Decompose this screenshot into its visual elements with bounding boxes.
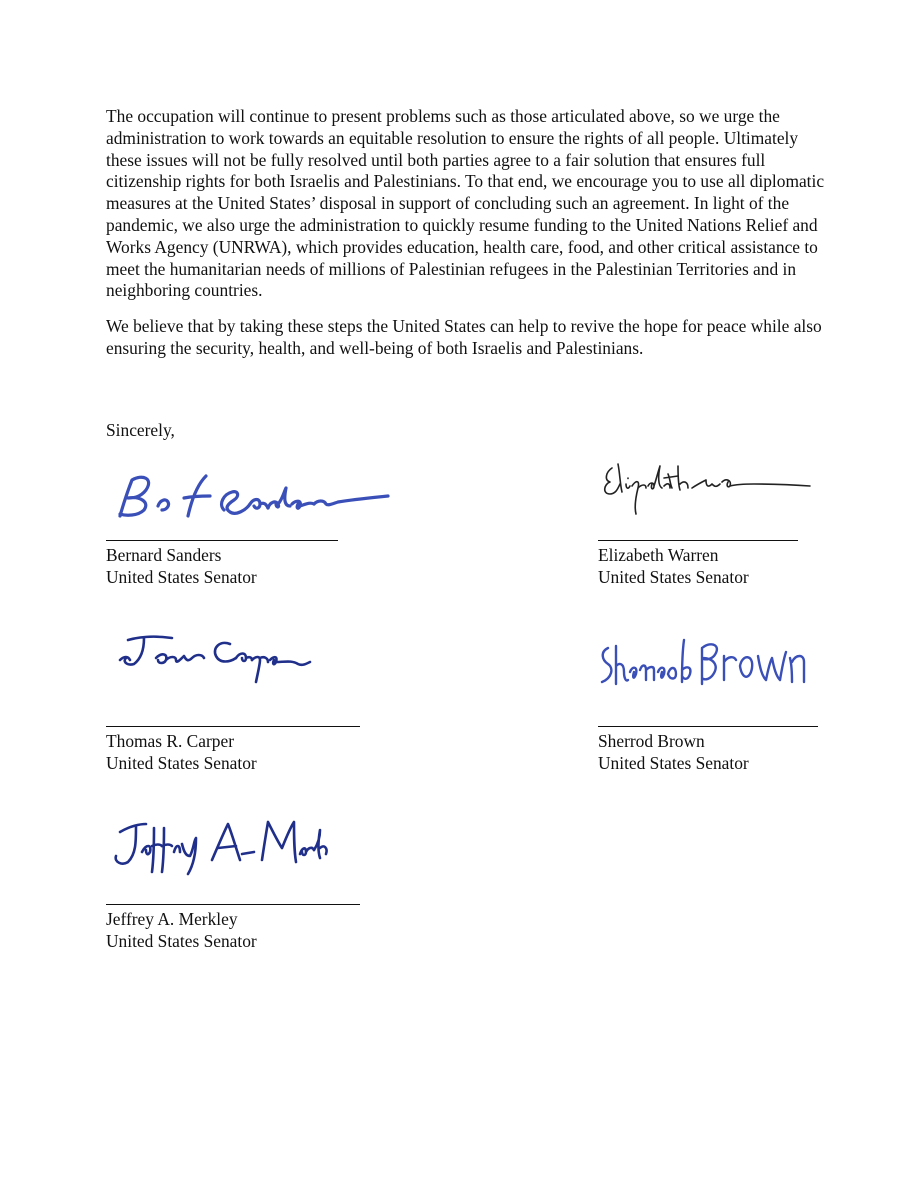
signature-sanders-image: [106, 468, 396, 538]
signature-carper-image: [106, 626, 346, 696]
letter-body: [106, 106, 826, 374]
signature-line: [598, 540, 798, 541]
closing-salutation: Sincerely,: [106, 420, 175, 440]
signature-block-carper: [106, 626, 366, 776]
signature-brown-image: [598, 626, 820, 702]
signature-warren-image: [598, 454, 818, 524]
signature-line: [106, 540, 338, 541]
signature-block-warren: [598, 454, 818, 588]
signature-line: [106, 904, 360, 905]
signatory-name: Elizabeth Warren: [598, 545, 719, 565]
signature-line: [106, 726, 360, 727]
signatory-title: United States Senator: [106, 931, 257, 951]
signature-merkley-image: [106, 808, 336, 884]
signature-block-sanders: [106, 468, 346, 588]
signatory-title: United States Senator: [106, 753, 257, 773]
signatory-title: United States Senator: [106, 567, 257, 587]
signatory-title: United States Senator: [598, 753, 749, 773]
signatory-name: Sherrod Brown: [598, 731, 705, 751]
signatory-title: United States Senator: [598, 567, 749, 587]
body-paragraph-2: We believe that by taking these steps the United States can help to revive the hope for peace while also ensuring the security, health, and well-being of both Israelis and Palestinians.: [106, 316, 822, 358]
signature-block-merkley: [106, 808, 366, 952]
signature-line: [598, 726, 818, 727]
signatory-name: Bernard Sanders: [106, 545, 222, 565]
signatory-name: Jeffrey A. Merkley: [106, 909, 238, 929]
body-paragraph-1: The occupation will continue to present problems such as those articulated above, so we urge the administration to work towards an equitable resolution to ensure the rights of all people. Ultimately these issues will not be fully resolved until both parties agree to a fair solution that ensures full citizenship rights for both Israelis and Palestinians. To that end, we encourage you to use all diplomatic measures at the United States’ disposal in support of concluding such an agreement. In light of the pandemic, we also urge the administration to quickly resume funding to the United Nations Relief and Works Agency (UNRWA), which provides education, health care, food, and other critical assistance to meet the humanitarian needs of millions of Palestinian refugees in the Palestinian Territories and in neighboring countries.: [106, 106, 825, 301]
signature-block-brown: [598, 626, 820, 776]
signatory-name: Thomas R. Carper: [106, 731, 234, 751]
